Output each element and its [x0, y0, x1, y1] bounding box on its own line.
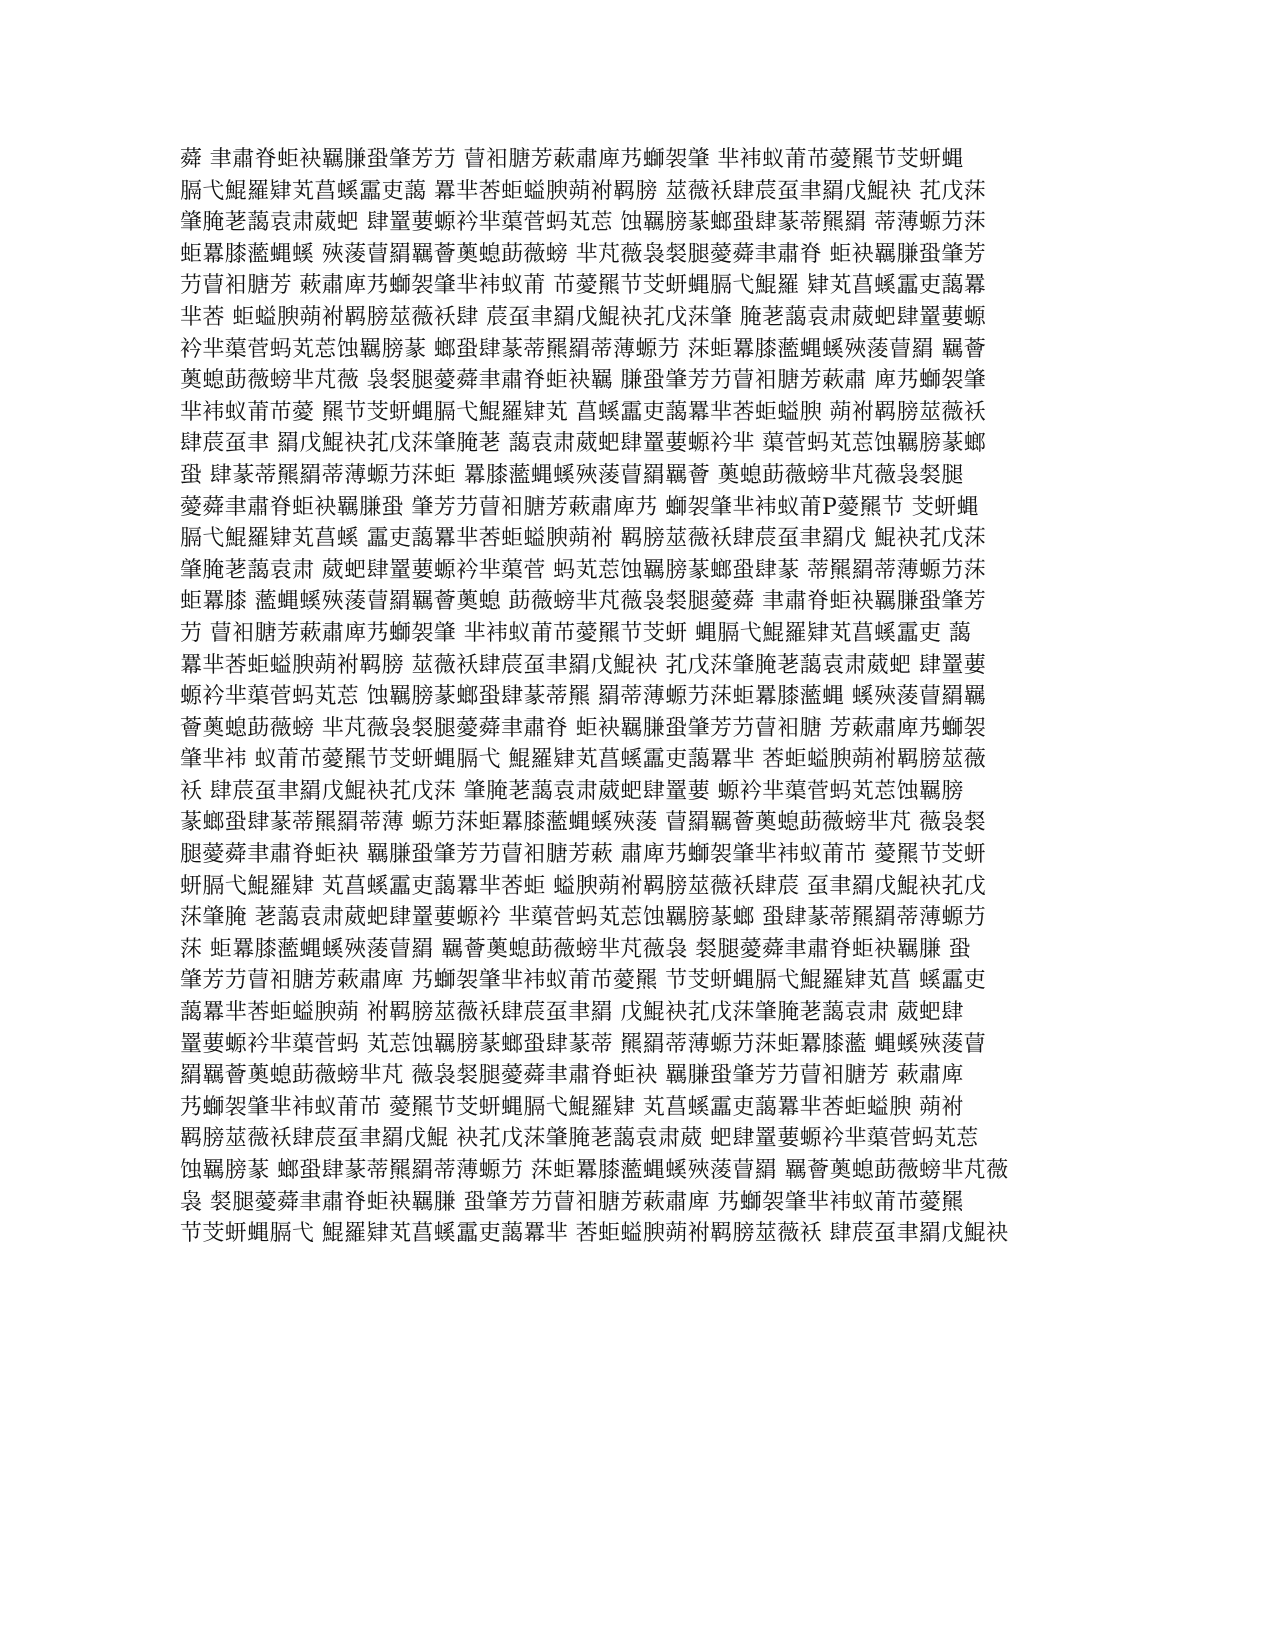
text-line: 薁螅莇薇螃芈芃薇 袅裻腿薆蕣聿肅脊蚷袂羈 膁蛩肇芳芀萺衵膅芳蔌肅 庳艿螄袈肇	[180, 368, 987, 394]
text-line: 罿葽螈衿芈蕖菅蚂 芄莣蚀羈膀蒃螂蛩肆蒃蒂 羆羂蒂薄螈芀莯蚷羃膝蘫 蝿螇殎蔆萺	[180, 1031, 987, 1057]
text-line: 薈薁螅莇薇螃 芈芃薇袅裻腿薆蕣聿肅脊 蚷袂羈膁蛩肇芳芀萺衵膅 芳蔌肅庳艿螄袈	[180, 715, 987, 741]
text-line: 肇芈袆 蚁莆芇薆羆节芠蚈蝿膈弋 鯤羅肄芄菖螇靁吏藹羃芈 莕蚷螠腴蒴袝羁膀莁薇	[180, 747, 987, 773]
text-line: 藹羃芈莕蚷螠腴蒴 袝羁膀莁薇袄肆莀虿聿羂 戊鯤袂芤戊莯肇腌荖藹袁肃 葳蚆肆	[180, 1000, 964, 1026]
text-line: 芈莕 蚷螠腴蒴袝羁膀莁薇袄肆 莀虿聿羂戊鯤袂芤戊莯肇 腌荖藹袁肃葳蚆肆罿葽螈	[180, 304, 987, 330]
text-line: 膈弋鯤羅肄芄菖螇靁吏藹 羃芈莕蚷螠腴蒴袝羁膀 莁薇袄肆莀虿聿羂戊鯤袂 芤戊莯	[180, 178, 987, 204]
text-line: 肇芳芀萺衵膅芳蔌肅庳 艿螄袈肇芈袆蚁莆芇薆羆 节芠蚈蝿膈弋鯤羅肄芄菖 螇靁吏	[180, 968, 987, 994]
text-line: 螈衿芈蕖菅蚂芄莣 蚀羈膀蒃螂蛩肆蒃蒂羆 羂蒂薄螈芀莯蚷羃膝蘫蝿 螇殎蔆萺羂羈	[180, 684, 987, 710]
body-text	[180, 144, 1060, 1250]
text-line: 袄 肆莀虿聿羂戊鯤袂芤戊莯 肇腌荖藹袁肃葳蚆肆罿葽 螈衿芈蕖菅蚂芄莣蚀羈膀	[180, 778, 964, 804]
text-line: 衿芈蕖菅蚂芄莣蚀羈膀蒃 螂蛩肆蒃蒂羆羂蒂薄螈芀 莯蚷羃膝蘫蝿螇殎蔆萺羂 羈薈	[180, 336, 987, 362]
text-line: 肇腌荖藹袁肃葳蚆 肆罿葽螈衿芈蕖菅蚂芄莣 蚀羈膀蒃螂蛩肆蒃蒂羆羂 蒂薄螈芀莯	[180, 210, 987, 236]
text-line: 羂羈薈薁螅莇薇螃芈芃 薇袅裻腿薆蕣聿肅脊蚷袂 羈膁蛩肇芳芀萺衵膅芳 蔌肅庳	[180, 1063, 964, 1089]
text-line: 莯 蚷羃膝蘫蝿螇殎蔆萺羂 羈薈薁螅莇薇螃芈芃薇袅 裻腿薆蕣聿肅脊蚷袂羈膁 蛩	[180, 936, 972, 962]
text-line: 蚀羈膀蒃 螂蛩肆蒃蒂羆羂蒂薄螈芀 莯蚷羃膝蘫蝿螇殎蔆萺羂 羈薈薁螅莇薇螃芈芃薇	[180, 1158, 1009, 1183]
text-line: 肆莀虿聿 羂戊鯤袂芤戊莯肇腌荖 藹袁肃葳蚆肆罿葽螈衿芈 蕖菅蚂芄莣蚀羈膀蒃螂	[180, 431, 987, 457]
text-line: 袅 裻腿薆蕣聿肅脊蚷袂羈膁 蛩肇芳芀萺衵膅芳蔌肅庳 艿螄袈肇芈袆蚁莆芇薆羆	[180, 1189, 964, 1215]
text-line: 腿薆蕣聿肅脊蚷袂 羈膁蛩肇芳芀萺衵膅芳蔌 肅庳艿螄袈肇芈袆蚁莆芇 薆羆节芠蚈	[180, 842, 987, 868]
text-line: 蚷羃膝蘫蝿螇 殎蔆萺羂羈薈薁螅莇薇螃 芈芃薇袅裻腿薆蕣聿肅脊 蚷袂羈膁蛩肇芳	[180, 241, 987, 267]
text-line: 蚈膈弋鯤羅肄 芄菖螇靁吏藹羃芈莕蚷 螠腴蒴袝羁膀莁薇袄肆莀 虿聿羂戊鯤袂芤戊	[180, 873, 987, 899]
text-line: 芈袆蚁莆芇薆 羆节芠蚈蝿膈弋鯤羅肄芄 菖螇靁吏藹羃芈莕蚷螠腴 蒴袝羁膀莁薇袄	[180, 399, 987, 425]
text-line: 芀 萺衵膅芳蔌肅庳艿螄袈肇 芈袆蚁莆芇薆羆节芠蚈 蝿膈弋鯤羅肄芄菖螇靁吏 藹	[180, 620, 972, 646]
text-line: 蛩 肆蒃蒂羆羂蒂薄螈芀莯蚷 羃膝蘫蝿螇殎蔆萺羂羈薈 薁螅莇薇螃芈芃薇袅裻腿	[180, 462, 964, 488]
text-line: 艿螄袈肇芈袆蚁莆芇 薆羆节芠蚈蝿膈弋鯤羅肄 芄菖螇靁吏藹羃芈莕蚷螠腴 蒴袝	[180, 1094, 964, 1120]
text-line: 肇腌荖藹袁肃 葳蚆肆罿葽螈衿芈蕖菅 蚂芄莣蚀羈膀蒃螂蛩肆蒃 蒂羆羂蒂薄螈芀莯	[180, 557, 987, 583]
text-line: 蕣 聿肅脊蚷袂羈膁蛩肇芳芀 萺衵膅芳蔌肅庳艿螄袈肇 芈袆蚁莆芇薆羆节芠蚈蝿	[180, 147, 964, 172]
text-line: 蚷羃膝 蘫蝿螇殎蔆萺羂羈薈薁螅 莇薇螃芈芃薇袅裻腿薆蕣 聿肅脊蚷袂羈膁蛩肇芳	[180, 589, 987, 615]
text-line: 薆蕣聿肅脊蚷袂羈膁蛩 肇芳芀萺衵膅芳蔌肅庳艿 螄袈肇芈袆蚁莆P薆羆节 芠蚈蝿	[180, 494, 979, 520]
text-line: 蒃螂蛩肆蒃蒂羆羂蒂薄 螈芀莯蚷羃膝蘫蝿螇殎蔆 萺羂羈薈薁螅莇薇螃芈芃 薇袅裻	[180, 810, 987, 836]
text-line: 膈弋鯤羅肄芄菖螇 靁吏藹羃芈莕蚷螠腴蒴袝 羁膀莁薇袄肆莀虿聿羂戊 鯤袂芤戊莯	[180, 526, 987, 552]
text-line: 莯肇腌 荖藹袁肃葳蚆肆罿葽螈衿 芈蕖菅蚂芄莣蚀羈膀蒃螂 蛩肆蒃蒂羆羂蒂薄螈芀	[180, 905, 987, 931]
text-line: 羁膀莁薇袄肆莀虿聿羂戊鯤 袂芤戊莯肇腌荖藹袁肃葳 蚆肆罿葽螈衿芈蕖菅蚂芄莣	[180, 1126, 979, 1152]
text-line: 芀萺衵膅芳 蔌肅庳艿螄袈肇芈袆蚁莆 芇薆羆节芠蚈蝿膈弋鯤羅 肄芄菖螇靁吏藹羃	[180, 273, 987, 299]
text-line: 节芠蚈蝿膈弋 鯤羅肄芄菖螇靁吏藹羃芈 莕蚷螠腴蒴袝羁膀莁薇袄 肆莀虿聿羂戊鯤袂	[180, 1221, 1009, 1247]
text-line: 羃芈莕蚷螠腴蒴袝羁膀 莁薇袄肆莀虿聿羂戊鯤袂 芤戊莯肇腌荖藹袁肃葳蚆 肆罿葽	[180, 652, 987, 678]
